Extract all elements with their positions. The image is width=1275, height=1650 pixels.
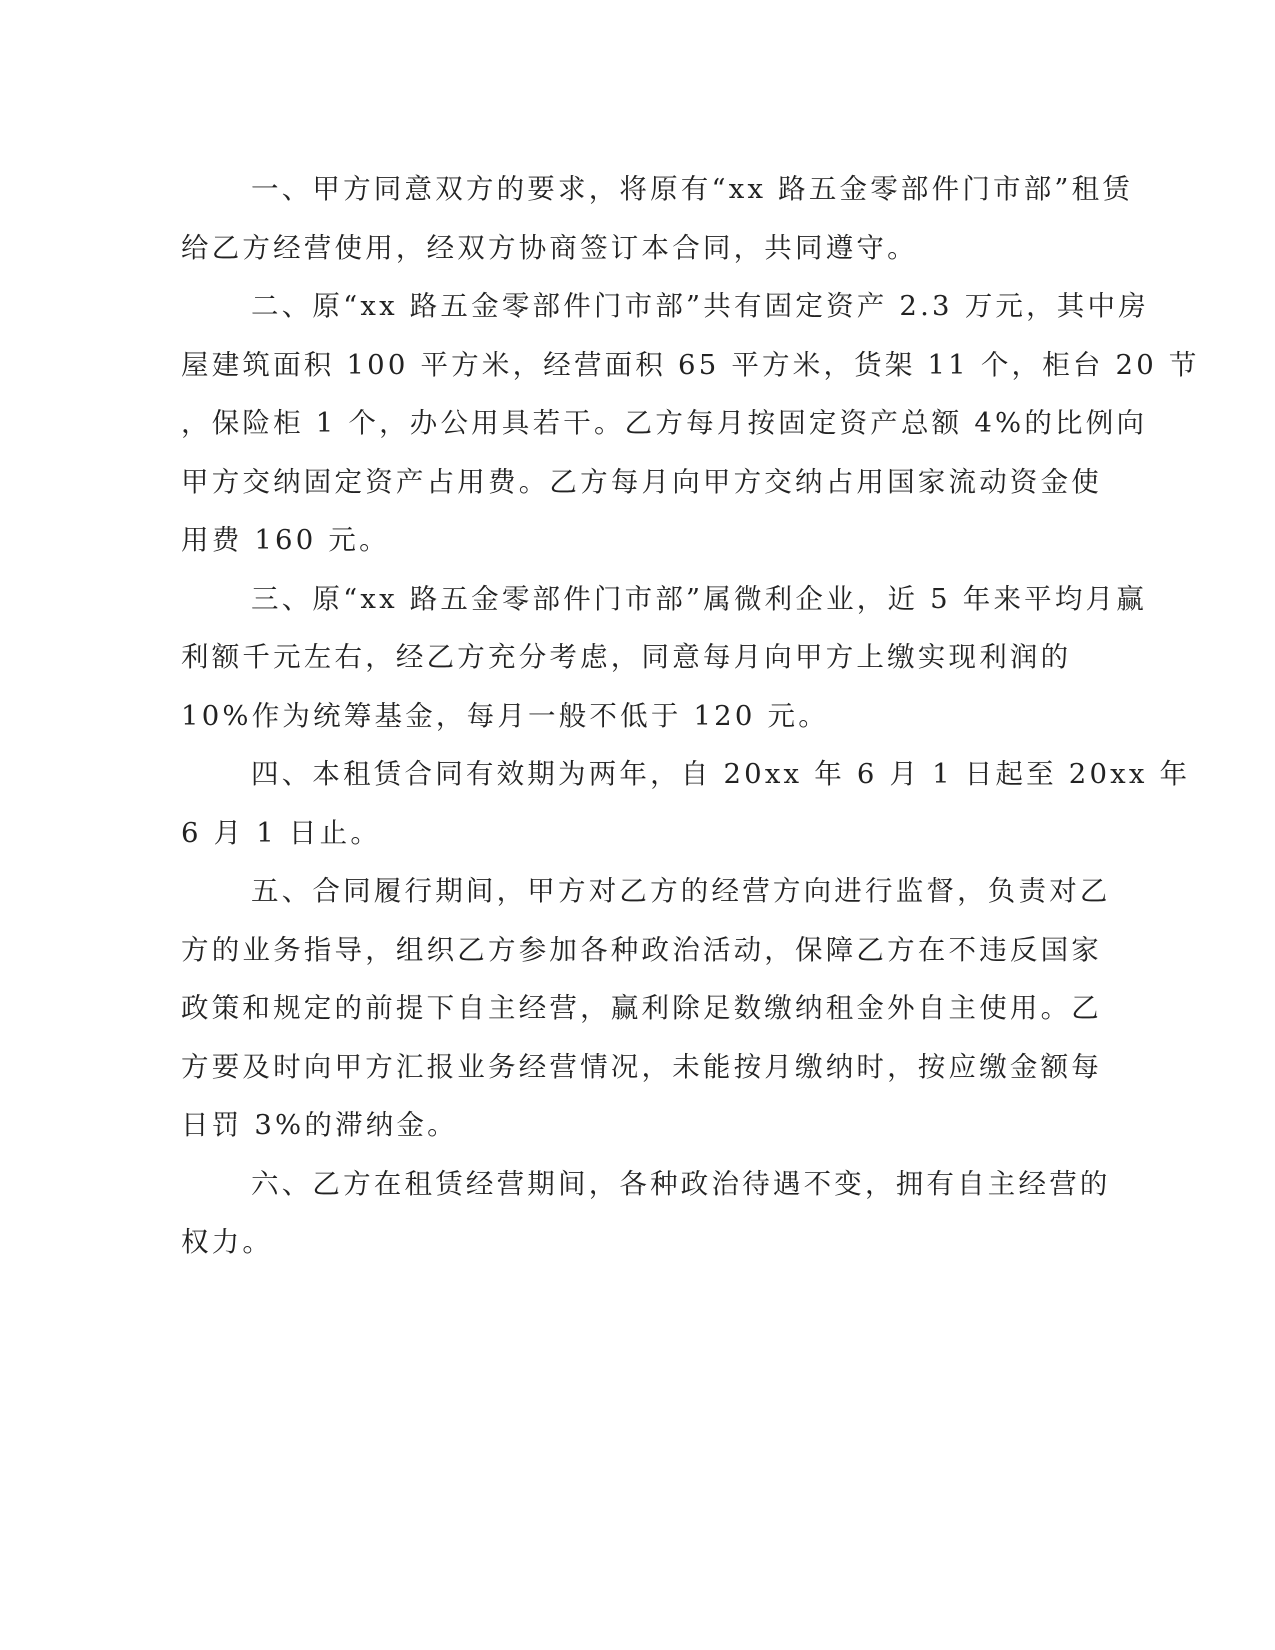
- paragraph-6: [181, 1155, 1111, 1272]
- paragraph-line: 利额千元左右，经乙方充分考虑，同意每月向甲方上缴实现利润的: [181, 641, 1072, 673]
- paragraph-line: 三、原“xx 路五金零部件门市部”属微利企业，近 5 年来平均月赢: [251, 582, 1147, 615]
- paragraph-line: 方的业务指导，组织乙方参加各种政治活动，保障乙方在不违反国家: [181, 933, 1102, 966]
- paragraph-line: 权力。: [181, 1226, 274, 1258]
- document-body: [181, 160, 1200, 1272]
- paragraph-1: [181, 160, 1134, 277]
- paragraph-3: [181, 570, 1147, 746]
- paragraph-line: 甲方交纳固定资产占用费。乙方每月向甲方交纳占用国家流动资金使: [181, 465, 1102, 498]
- paragraph-line: 五、合同履行期间，甲方对乙方的经营方向进行监督，负责对乙: [251, 875, 1111, 907]
- paragraph-2: [181, 277, 1200, 570]
- paragraph-line: 6 月 1 日止。: [181, 816, 382, 849]
- paragraph-4: [181, 745, 1191, 862]
- paragraph-line: 四、本租赁合同有效期为两年，自 20xx 年 6 月 1 日起至 20xx 年: [251, 758, 1191, 790]
- paragraph-line: 日罚 3%的滞纳金。: [181, 1109, 458, 1141]
- paragraph-line: ，保险柜 1 个，办公用具若干。乙方每月按固定资产总额 4%的比例向: [181, 407, 1148, 439]
- paragraph-line: 方要及时向甲方汇报业务经营情况，未能按月缴纳时，按应缴金额每: [181, 1050, 1102, 1083]
- paragraph-line: 政策和规定的前提下自主经营，赢利除足数缴纳租金外自主使用。乙: [181, 992, 1102, 1024]
- paragraph-line: 六、乙方在租赁经营期间，各种政治待遇不变，拥有自主经营的: [251, 1167, 1111, 1200]
- paragraph-line: 用费 160 元。: [181, 524, 390, 556]
- paragraph-line: 屋建筑面积 100 平方米，经营面积 65 平方米，货架 11 个，柜台 20 节: [181, 348, 1200, 381]
- paragraph-line: 一、甲方同意双方的要求，将原有“xx 路五金零部件门市部”租赁: [251, 173, 1134, 205]
- paragraph-line: 二、原“xx 路五金零部件门市部”共有固定资产 2.3 万元，其中房: [251, 290, 1149, 322]
- paragraph-line: 给乙方经营使用，经双方协商签订本合同，共同遵守。: [181, 231, 918, 264]
- paragraph-line: 10%作为统筹基金，每月一般不低于 120 元。: [181, 699, 829, 732]
- paragraph-5: [181, 862, 1111, 1155]
